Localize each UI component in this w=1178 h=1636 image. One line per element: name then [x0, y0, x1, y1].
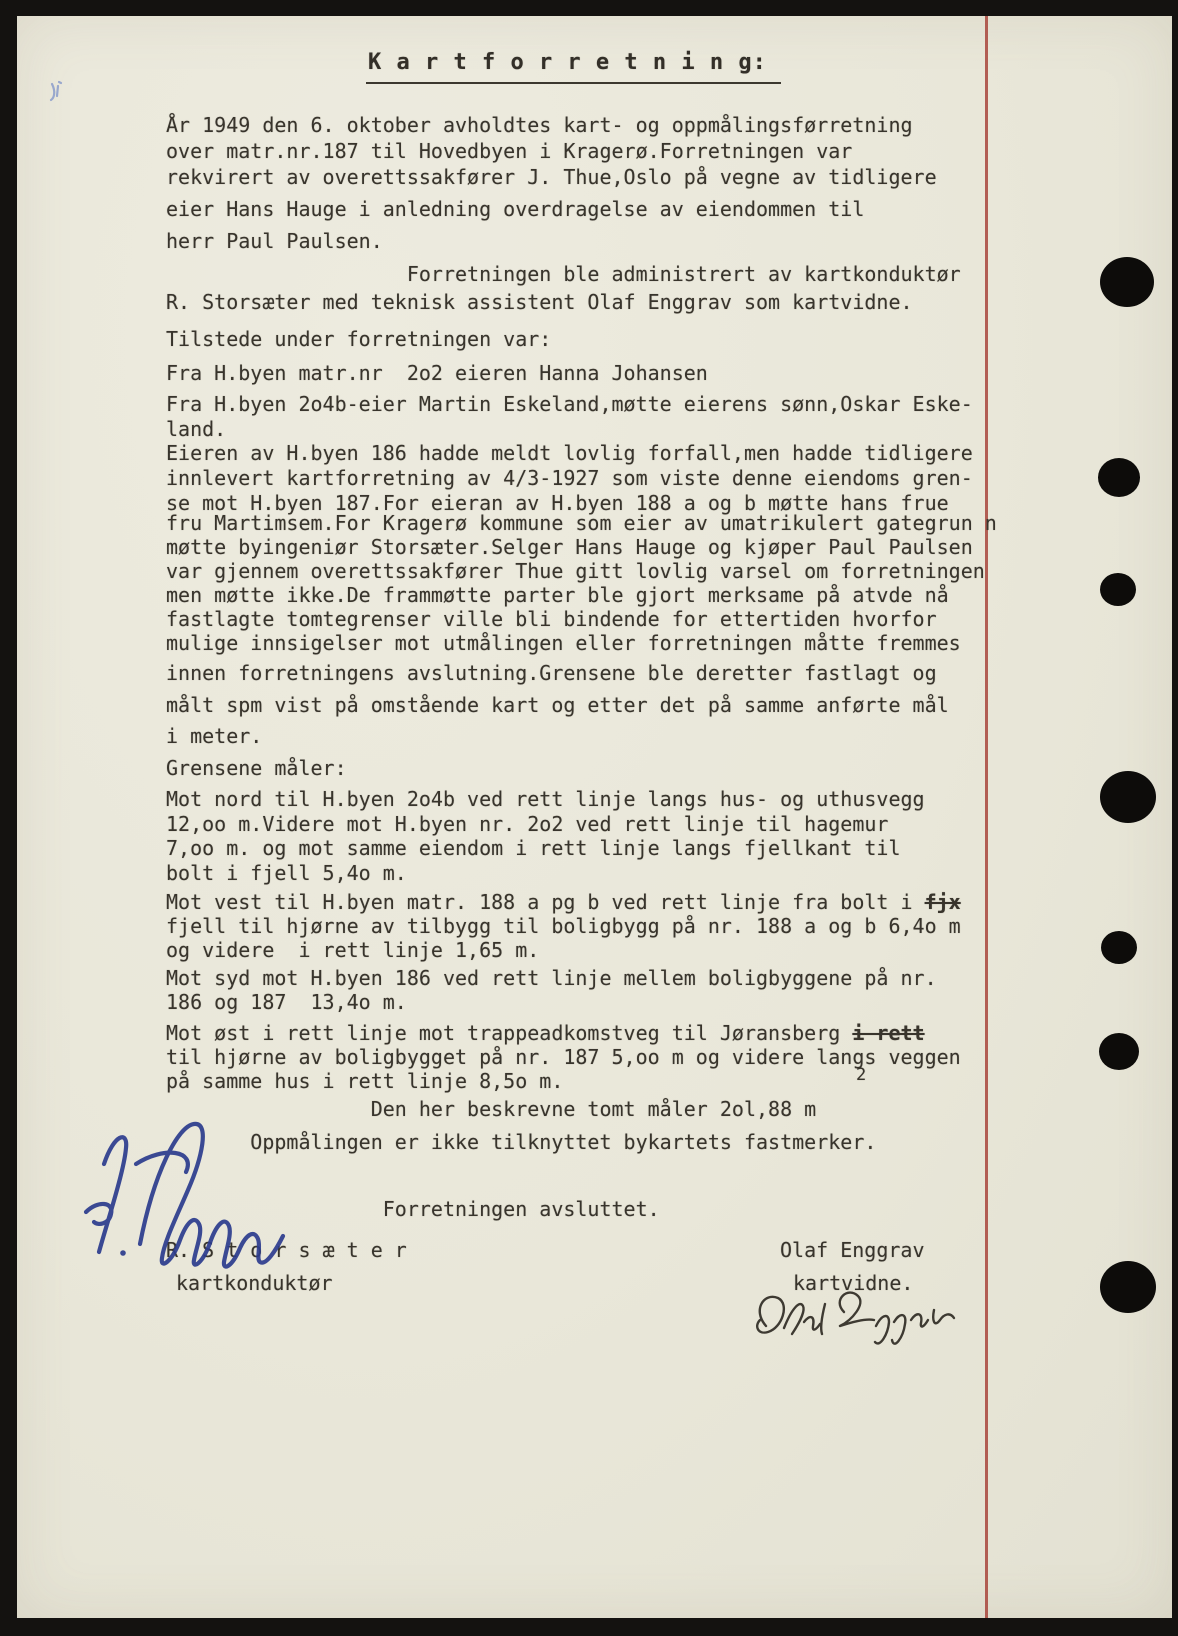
title — [366, 48, 781, 84]
text-line: fastlagte tomtegrenser ville bli bindende for ettertiden hvorfor — [166, 607, 937, 631]
text-line: se mot H.byen 187.For eieran av H.byen 188 a og b møtte hans frue — [166, 491, 949, 515]
text-segment: Mot vest til H.byen matr. 188 a pg b ved rett linje fra bolt i — [166, 890, 925, 914]
text-segment: Mot øst i rett linje mot trappeadkomstveg til Jøransberg — [166, 1021, 853, 1045]
text-line: Fra H.byen matr.nr 2o2 eieren Hanna Johansen — [166, 361, 708, 385]
punch-hole — [1100, 771, 1156, 823]
para-syd — [166, 966, 937, 1014]
superscript-2 — [856, 1066, 866, 1084]
text-line: men møtte ikke.De frammøtte parter ble gjort merksame på atvde nå — [166, 583, 949, 607]
text-line: innlevert kartforretning av 4/3-1927 som viste denne eiendoms gren- — [166, 466, 973, 490]
text-line: 12,oo m.Videre mot H.byen nr. 2o2 ved rett linje til hagemur — [166, 811, 889, 836]
text-line: R. Storsæter med teknisk assistent Olaf Enggrav som kartvidne. — [166, 290, 913, 314]
text-line: til hjørne av boligbygget på nr. 187 5,oo m og videre langs veggen — [166, 1045, 961, 1069]
blue-pencil-mark — [44, 76, 86, 106]
text-line: og videre i rett linje 1,65 m. — [166, 938, 540, 962]
para-fra-202 — [166, 360, 708, 386]
text-line — [166, 1021, 961, 1045]
punch-hole — [1099, 1033, 1139, 1070]
text-line: 2 — [856, 1065, 867, 1085]
punch-hole — [1100, 257, 1154, 307]
text-line: Den her beskrevne tomt måler 2ol,88 m — [166, 1097, 817, 1121]
text-line: Mot syd mot H.byen 186 ved rett linje mellem boligbyggene på nr. — [166, 966, 937, 990]
para-eier — [166, 196, 864, 222]
para-ost — [166, 1021, 961, 1093]
para-imeter — [166, 723, 262, 749]
text-line: i meter. — [166, 724, 263, 748]
para-opening — [166, 112, 937, 190]
para-tilstede — [166, 326, 551, 352]
text-line: land. — [166, 417, 227, 441]
text-line: Tilstede under forretningen var: — [166, 327, 552, 351]
text-line: kartvidne. — [793, 1271, 914, 1295]
text-line: målt spm vist på omstående kart og etter det på samme anførte mål — [166, 693, 949, 717]
para-nord — [166, 787, 925, 885]
text-line: kartkonduktør — [176, 1271, 333, 1295]
text-line: R. S t o r s æ t e r — [166, 1238, 407, 1262]
para-186 — [166, 441, 973, 516]
para-kommune — [166, 511, 997, 655]
text-line: Olaf Enggrav — [780, 1238, 925, 1262]
punch-hole — [1098, 458, 1140, 497]
text-line: møtte byingeniør Storsæter.Selger Hans Hauge og kjøper Paul Paulsen — [166, 535, 973, 559]
para-administrert — [166, 260, 961, 316]
enggrav-signature — [726, 1280, 961, 1355]
para-herr — [166, 228, 383, 254]
text-line: Forretningen ble administrert av kartkonduktør — [166, 262, 961, 286]
text-line: 7,oo m. og mot samme eiendom i rett linje langs fjellkant til — [166, 836, 901, 860]
text-line: herr Paul Paulsen. — [166, 229, 383, 253]
text-line: K a r t f o r r e t n i n g: — [368, 50, 767, 75]
text-line: fjell til hjørne av tilbygg til boligbygg på nr. 188 a og b 6,4o m — [166, 914, 961, 938]
text-line: Eieren av H.byen 186 hadde meldt lovlig forfall,men hadde tidligere — [166, 441, 973, 465]
text-line: 186 og 187 13,4o m. — [166, 990, 407, 1014]
storsaeter-signature — [78, 1112, 408, 1282]
text-line: på samme hus i rett linje 8,5o m. — [166, 1069, 564, 1093]
text-line: over matr.nr.187 til Hovedbyen i Kragerø.Forretningen var — [166, 139, 853, 163]
text-line: mulige innsigelser mot utmålingen eller forretningen måtte fremmes — [166, 631, 961, 655]
para-vest — [166, 890, 961, 962]
sig-right-name — [780, 1237, 925, 1263]
para-innen — [166, 660, 937, 686]
text-line: var gjennem overettssakfører Thue gitt lovlig varsel om forretningen — [166, 559, 985, 583]
para-fra-204b — [166, 392, 973, 442]
text-line — [166, 890, 961, 914]
struck-text: i rett — [852, 1021, 925, 1045]
text-line: Oppmålingen er ikke tilknyttet bykartets fastmerker. — [166, 1130, 877, 1154]
para-malt — [166, 692, 949, 718]
text-line: Fra H.byen 2o4b-eier Martin Eskeland,møtte eierens sønn,Oskar Eske- — [166, 392, 973, 416]
text-line: fru Martimsem.For Kragerø kommune som eier av umatrikulert gategrun n — [166, 511, 997, 535]
struck-text: fjx — [924, 890, 961, 914]
text-line: innen forretningens avslutning.Grensene ble deretter fastlagt og — [166, 661, 937, 685]
punch-hole — [1100, 573, 1136, 606]
punch-hole — [1100, 1261, 1156, 1313]
para-grensene — [166, 755, 347, 781]
text-line: rekvirert av overettssakfører J. Thue,Oslo på vegne av tidligere — [166, 165, 937, 189]
text-line: bolt i fjell 5,4o m. — [166, 860, 407, 885]
text-line: Mot nord til H.byen 2o4b ved rett linje langs hus- og uthusvegg — [166, 787, 925, 811]
red-margin-line — [985, 16, 988, 1618]
punch-hole — [1101, 931, 1137, 964]
text-line: eier Hans Hauge i anledning overdragelse av eiendommen til — [166, 197, 865, 221]
text-line: År 1949 den 6. oktober avholdtes kart- og oppmålingsførretning — [166, 113, 913, 137]
text-line: Forretningen avsluttet. — [166, 1197, 660, 1221]
text-line: Grensene måler: — [166, 756, 347, 780]
